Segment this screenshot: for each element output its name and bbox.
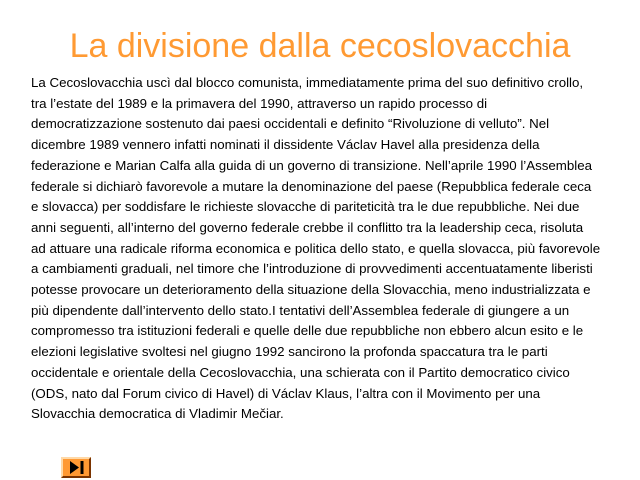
next-slide-button[interactable]	[61, 457, 91, 478]
slide-body-text: La Cecoslovacchia uscì dal blocco comunista, immediatamente prima del suo definitivo crollo, tra l’estate del 1989 e la primavera del 1990, attraverso un rapido processo di democratizzazione sostenuto dai paesi occidentali e definito “Rivoluzione di velluto”. Nel dicembre 1989 vennero infatti nominati il dissidente Václav Havel alla presidenza della federazione e Marian Calfa alla guida di un governo di transizione. Nell’aprile 1990 l’Assemblea federale si dichiarò favorevole a mutare la denominazione del paese (Repubblica federale ceca e slovacca) per soddisfare le richieste slovacche di pariteticità tra le due repubbliche. Nei due anni seguenti, all’interno del governo federale crebbe il conflitto tra la leadership ceca, risoluta ad attuare una radicale riforma economica e politica dello stato, e quella slovacca, più favorevole a cambiamenti graduali, nel timore che l’introduzione di provvedimenti accentuatamente liberisti potesse provocare un deterioramento della situazione della Slovacchia, meno industrializzata e più dipendente dall’intervento dello stato.I tentativi dell’Assemblea federale di giungere a un compromesso tra istituzioni federali e quelle delle due repubbliche non ebbero alcun esito e le elezioni legislative svoltesi nel giugno 1992 sancirono la profonda spaccatura tra le parti occidentale e orientale della Cecoslovacchia, una schierata con il Partito democratico civico (ODS, nato dal Forum civico di Havel) di Václav Klaus, l’altra con il Movimento per una Slovacchia democratica di Vladimir Mečiar.	[31, 75, 601, 422]
play-next-icon	[70, 461, 84, 474]
slide-title: La divisione dalla cecoslovacchia	[69, 27, 571, 65]
